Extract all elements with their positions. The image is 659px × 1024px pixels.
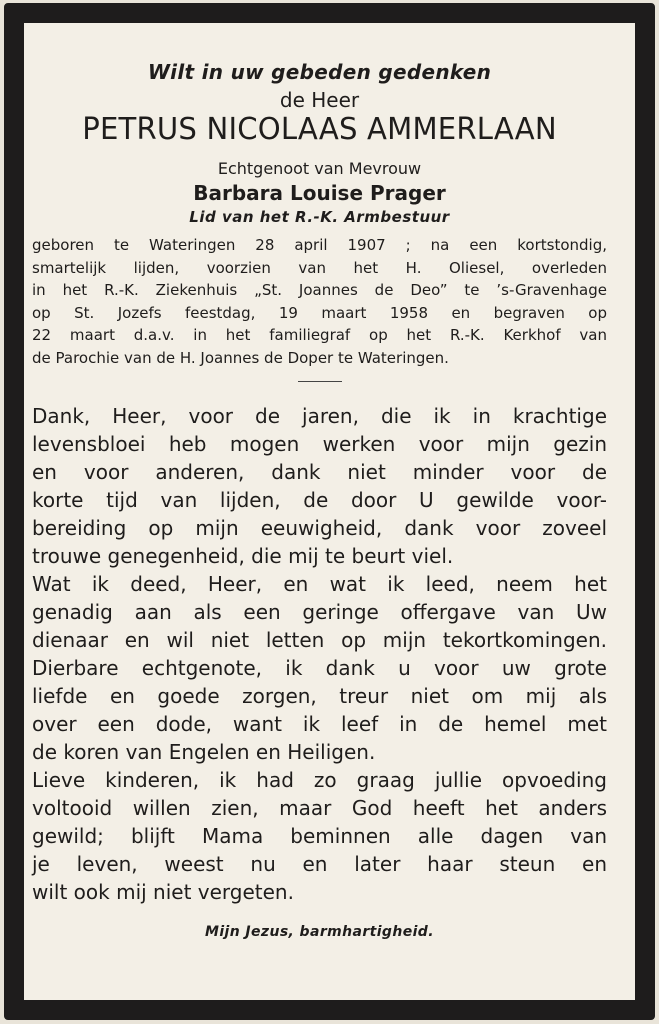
bio-line: op St. Jozefs feestdag, 19 maart 1958 en begraven op [32,303,607,322]
prayer-line: de koren van Engelen en Heiligen. [32,740,376,764]
prayer-line: bereiding op mijn eeuwigheid, dank voor zoveel [32,516,607,540]
prayer-line: liefde en goede zorgen, treur niet om mij als [32,684,607,708]
divider [298,381,342,382]
spouse-name: Barbara Louise Prager [193,181,446,205]
membership: Lid van het R.-K. Armbestuur [189,208,450,226]
prayer-line: Wat ik deed, Heer, en wat ik leed, neem het [32,572,607,596]
deceased-name: PETRUS NICOLAAS AMMERLAAN [82,112,557,147]
prayer-text [32,402,607,906]
bio-line: geboren te Wateringen 28 april 1907 ; na een kortstondig, [32,236,607,254]
prayer-line: Lieve kinderen, ik had zo graag jullie opvoeding [32,768,607,792]
prayer-line: trouwe genegenheid, die mij te beurt viel. [32,544,454,568]
prayer-line: gewild; blijft Mama beminnen alle dagen van [32,824,607,848]
prayer-line: genadig aan als een geringe offergave van Uw [32,600,607,624]
prayer-line: over een dode, want ik leef in de hemel met [32,712,607,736]
card-content [32,60,607,940]
bio-line: in het R.-K. Ziekenhuis „St. Joannes de Deo” te ’s-Gravenhage [32,281,607,299]
prayer-line: Dierbare echtgenote, ik dank u voor uw grote [32,656,607,680]
prayer-line: en voor anderen, dank niet minder voor de [32,460,607,484]
prayer-line: wilt ook mij niet vergeten. [32,880,294,904]
prayer-line: levensbloei heb mogen werken voor mijn gezin [32,432,607,456]
title-line: de Heer [279,88,360,112]
prayer-line: dienaar en wil niet letten op mijn tekortkomingen. [32,628,607,652]
closing-invocation: Mijn Jezus, barmhartigheid. [205,924,434,940]
biography [32,234,607,369]
bio-line: 22 maart d.a.v. in het familiegraf op het R.-K. Kerkhof van [32,326,607,344]
bio-line: de Parochie van de H. Joannes de Doper te Wateringen. [32,348,449,367]
spouse-intro: Echtgenoot van Mevrouw [217,159,422,178]
prayer-line: Dank, Heer, voor de jaren, die ik in krachtige [32,404,607,428]
prayer-line: je leven, weest nu en later haar steun en [32,852,607,876]
prayer-line: voltooid willen zien, maar God heeft het anders [32,796,607,820]
bio-line: smartelijk lijden, voorzien van het H. Oliesel, overleden [32,258,607,277]
prayer-line: korte tijd van lijden, de door U gewilde voor- [32,488,607,512]
heading: Wilt in uw gebeden gedenken [147,60,492,84]
